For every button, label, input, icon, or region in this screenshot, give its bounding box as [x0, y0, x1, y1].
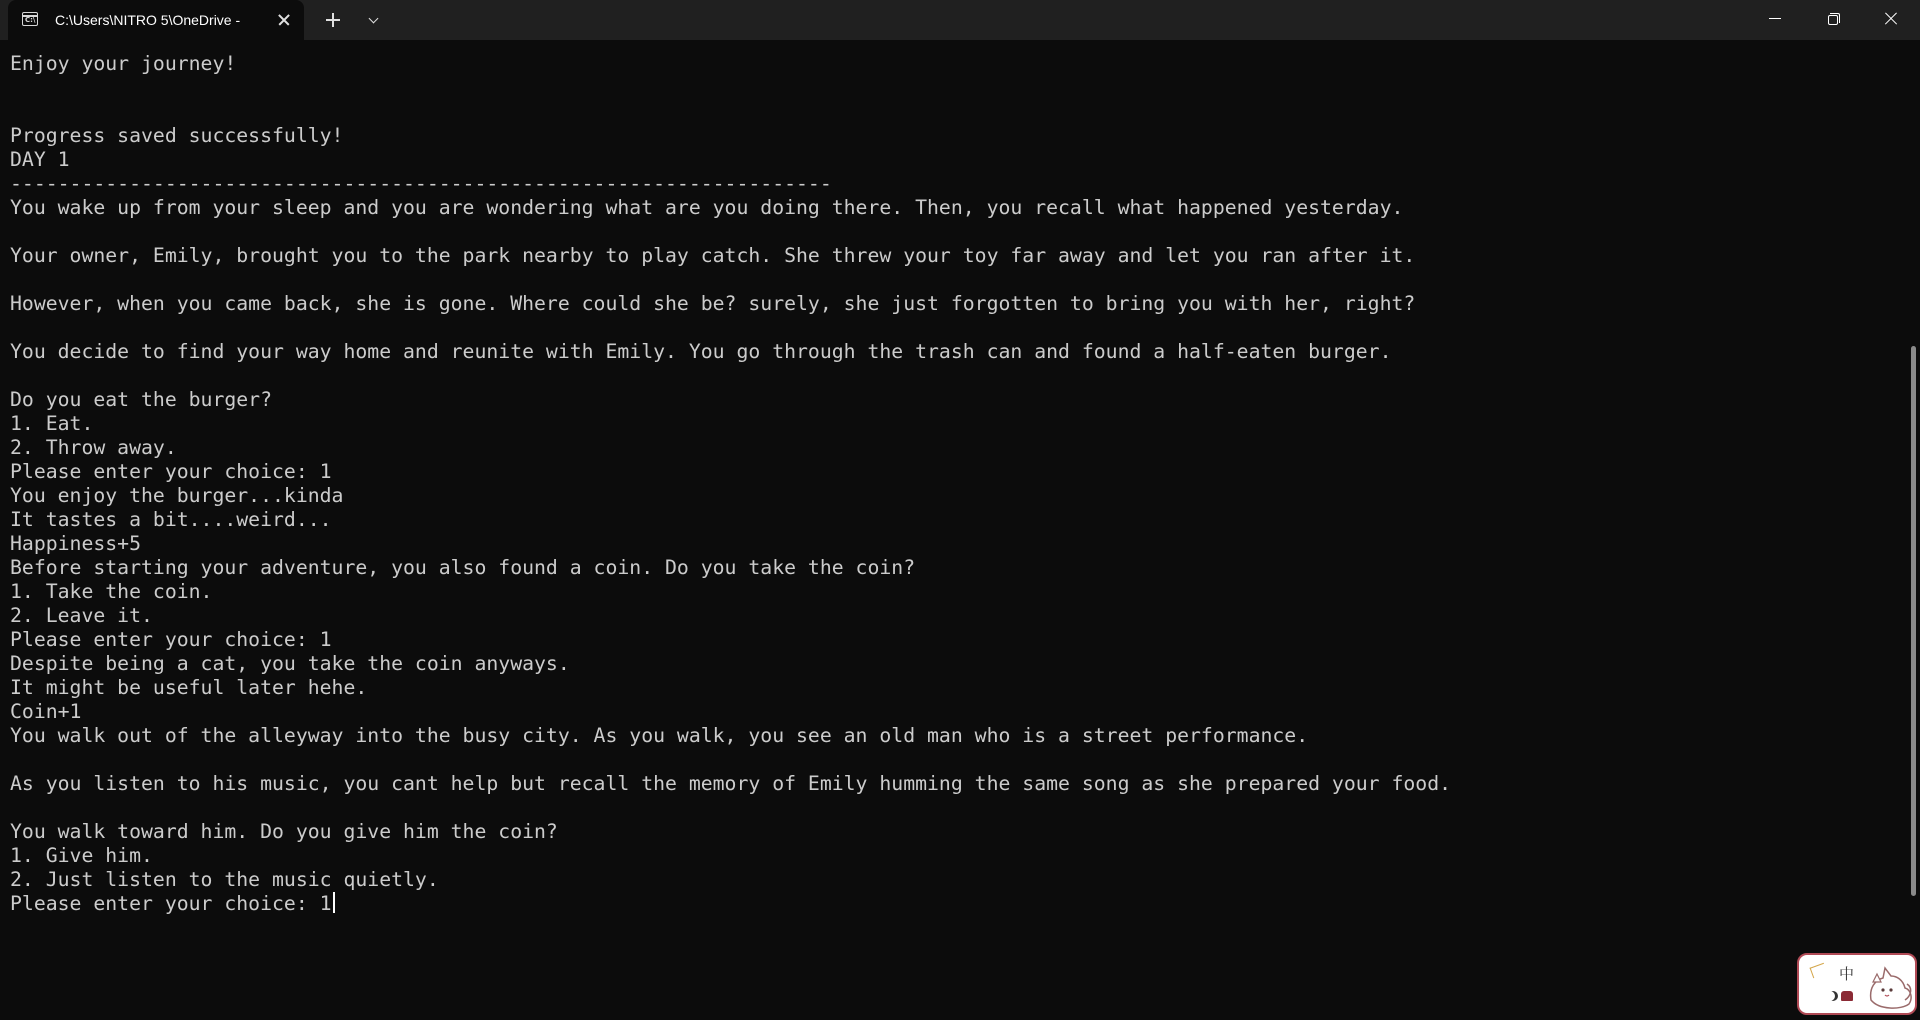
tab-title: C:\Users\NITRO 5\OneDrive -: [55, 12, 241, 28]
terminal-line: ---------------------------------------------------------------------: [10, 172, 832, 195]
terminal-line: You enjoy the burger...kinda: [10, 484, 344, 507]
terminal-line: Please enter your choice: 1: [10, 892, 332, 915]
shirt-icon[interactable]: [1841, 991, 1853, 1001]
terminal-line: Happiness+5: [10, 532, 142, 555]
terminal-line: 2. Throw away.: [10, 436, 177, 459]
terminal-line: You walk out of the alleyway into the busy city. As you walk, you see an old man who is a street performance.: [10, 724, 1309, 747]
terminal-line: 2. Just listen to the music quietly.: [10, 868, 439, 891]
terminal-line: DAY 1: [10, 148, 70, 171]
moon-icon[interactable]: [1825, 991, 1835, 1001]
terminal-line: Enjoy your journey!: [10, 52, 237, 75]
maximize-icon[interactable]: [1804, 0, 1862, 40]
terminal-line: Please enter your choice: 1: [10, 460, 332, 483]
tab-close-icon[interactable]: [275, 11, 293, 29]
terminal-line: Progress saved successfully!: [10, 124, 344, 147]
terminal-line: Please enter your choice: 1: [10, 628, 332, 651]
terminal-icon: C:\: [22, 12, 38, 26]
terminal-line: However, when you came back, she is gone. Where could she be? surely, she just forgotten to bring you with her, right?: [10, 292, 1416, 315]
terminal-line: You walk toward him. Do you give him the coin?: [10, 820, 558, 843]
terminal-line: 1. Eat.: [10, 412, 94, 435]
minimize-icon[interactable]: [1746, 0, 1804, 40]
terminal-line: It tastes a bit....weird...: [10, 508, 332, 531]
ime-mode-indicator[interactable]: 中: [1839, 965, 1855, 983]
scrollbar-thumb[interactable]: [1911, 346, 1916, 896]
terminal-line: 2. Leave it.: [10, 604, 153, 627]
title-bar: [0, 0, 1920, 40]
terminal-line: Your owner, Emily, brought you to the park nearby to play catch. She threw your toy far away and let you ran after it.: [10, 244, 1416, 267]
cat-icon: [1861, 960, 1915, 1014]
terminal-line: Despite being a cat, you take the coin anyways.: [10, 652, 570, 675]
text-cursor: [333, 892, 335, 913]
terminal-line: It might be useful later hehe.: [10, 676, 368, 699]
terminal-line: You wake up from your sleep and you are wondering what are you doing there. Then, you recall what happened yesterday.: [10, 196, 1404, 219]
terminal-output[interactable]: [0, 40, 1908, 1020]
new-tab-plus-icon[interactable]: [324, 11, 342, 29]
bird-icon: [1810, 963, 1828, 978]
terminal-line: 1. Take the coin.: [10, 580, 213, 603]
terminal-line: As you listen to his music, you cant help but recall the memory of Emily humming the same song as she prepared your food.: [10, 772, 1452, 795]
terminal-line: Coin+1: [10, 700, 82, 723]
tab-dropdown-chevron-icon[interactable]: [365, 11, 383, 29]
terminal-line: 1. Give him.: [10, 844, 153, 867]
close-icon[interactable]: [1862, 0, 1920, 40]
terminal-line: Do you eat the burger?: [10, 388, 273, 411]
terminal-line: Before starting your adventure, you also found a coin. Do you take the coin?: [10, 556, 916, 579]
terminal-tab[interactable]: [8, 0, 304, 40]
ime-toolbar[interactable]: [1797, 953, 1917, 1015]
terminal-line: You decide to find your way home and reunite with Emily. You go through the trash can and found a half-eaten burger.: [10, 340, 1392, 363]
